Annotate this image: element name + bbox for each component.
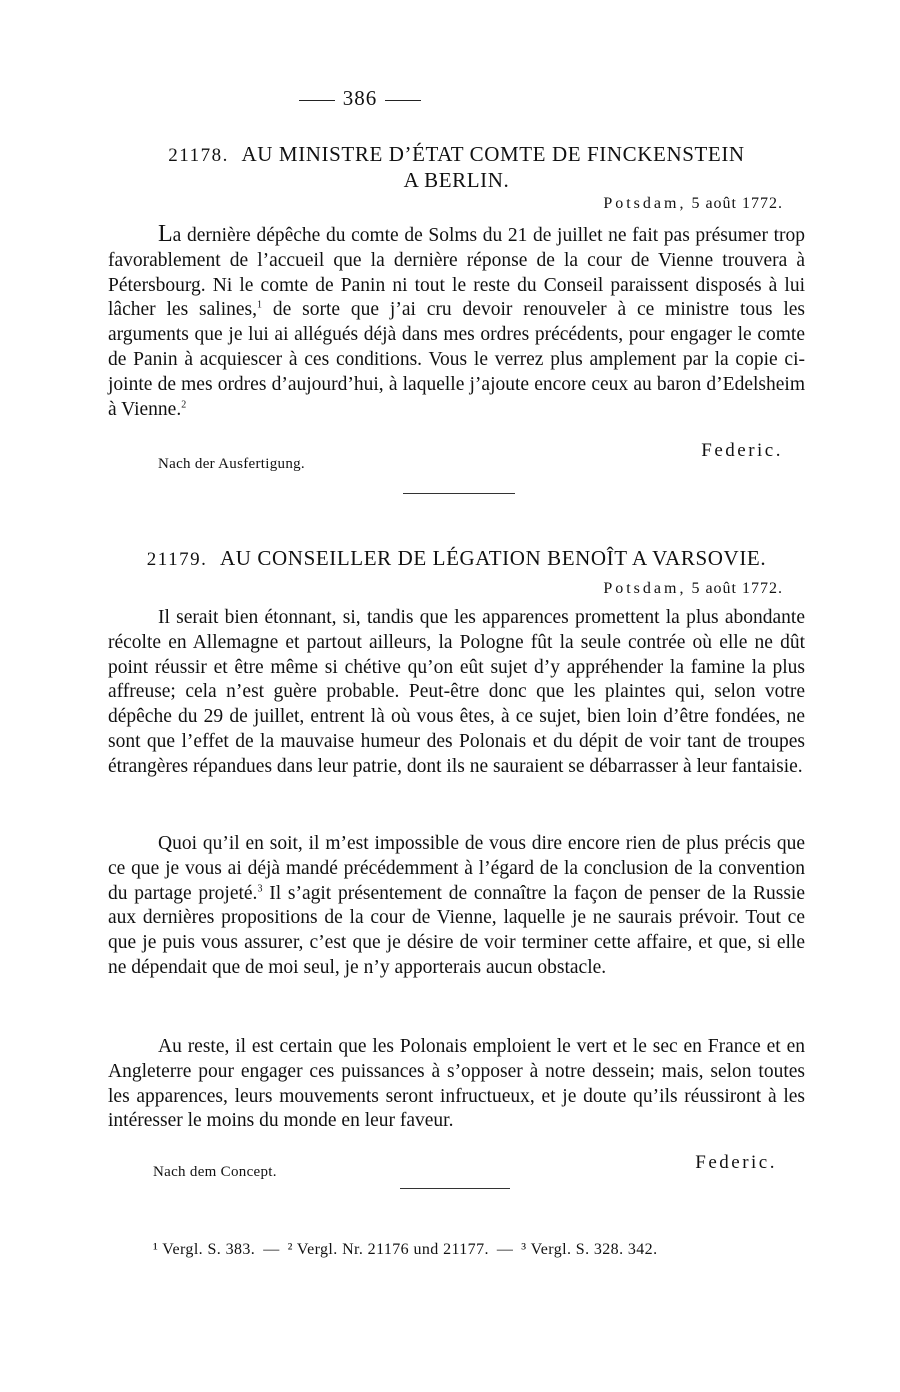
page-number-dash-right [385, 100, 421, 101]
footnote-separator-1: — [263, 1241, 280, 1258]
letter2-paragraph-2 [108, 832, 805, 981]
letter2-date: 5 août 1772. [691, 580, 783, 597]
letter1-source: Nach der Ausfertigung. [158, 456, 305, 472]
letter2-paragraph-1: Il serait bien étonnant, si, tandis que les apparences promettent la plus abondante récolte en Allemagne et partout ailleurs, la Pologne fût la seule contrée où elle ne dût point réussir et être même si chétive qu’on eût sujet d’y appréhender la famine la plus affreuse; cela n’est guère probable. Peut-être donc que les plaintes qui, selon votre dépêche du 29 de juillet, entrent là où vous êtes, à ce sujet, bien loin d’être fondées, ne sont que l’effet de la mauvaise humeur des Polonais et du dépit de voir tant de troupes étrangères répandues dans leur patrie, dont ils ne sauraient se débarrasser à leur fantaisie. [108, 607, 805, 777]
footnote-divider [400, 1188, 510, 1189]
footnote-ref-3: 3 [257, 883, 263, 895]
footnote-2: ² Vergl. Nr. 21176 und 21177. [287, 1241, 489, 1258]
letter2-paragraph-3: Au reste, il est certain que les Polonais emploient le vert et le sec en France et en Angleterre pour engager ces puissances à s’opposer à notre dessein; mais, selon toutes les apparences, leurs mouvements seront infructueux, et je doute qu’ils réussiront à les intéresser le moins du monde en leur faveur. [108, 1036, 805, 1132]
page-number-dash-left [299, 100, 335, 101]
letter1-paragraph [108, 222, 805, 422]
footnotes [153, 1241, 657, 1259]
letter1-heading-line1: AU MINISTRE D’ÉTAT COMTE DE FINCKENSTEIN [241, 142, 745, 166]
letter1-number: 21178. [168, 145, 229, 166]
letter2-dateline [603, 580, 783, 598]
letter2-signature: Federic. [695, 1152, 777, 1173]
letter2-number: 21179. [146, 549, 208, 570]
letter1-heading [108, 141, 805, 169]
letter1-heading-line2: A BERLIN. [403, 168, 510, 192]
page-number [280, 86, 440, 111]
letter1-heading-second [108, 167, 805, 193]
letter1-date: 5 août 1772. [691, 195, 783, 212]
footnote-3: ³ Vergl. S. 328. 342. [521, 1241, 658, 1258]
letter2-source: Nach dem Concept. [153, 1164, 277, 1180]
letter1-date-place: Potsdam, [603, 195, 687, 212]
footnote-ref-2: 2 [181, 399, 187, 411]
letter1-paragraph-part-a: a dernière dépêche du comte de Solms du 21 de juillet ne fait pas présumer trop favorablement de l’accueil que la dernière réponse de la cour de Vienne trouvera à Pétersbourg. Ni le comte de Panin ni tout le reste du Conseil paraissent disposés à lui lâcher les salines, [108, 225, 805, 321]
letter1-dateline [603, 195, 783, 213]
letter1-signature: Federic. [701, 440, 783, 461]
section-divider [403, 493, 515, 494]
letter2-date-place: Potsdam, [603, 580, 687, 597]
letter2-paragraph-2-part-a: Quoi qu’il en soit, il m’est impossible de vous dire encore rien de plus précis que ce que je vous ai déjà mandé précédemment à l’égard de la conclusion de la convention du partage projeté. [108, 833, 805, 904]
letter2-heading-text: AU CONSEILLER DE LÉGATION BENOÎT A VARSOVIE. [220, 546, 767, 570]
footnote-ref-1: 1 [256, 299, 262, 311]
letter1-dropcap: L [158, 221, 173, 247]
letter1-paragraph-part-b: de sorte que j’ai cru devoir renouveler à ce ministre tous les arguments que je lui ai allégués déjà dans mes ordres précédents, pour engager le comte de Panin à acquiescer à ces conditions. Vous le verrez plus amplement par la copie ci-jointe de mes ordres d’aujourd’hui, à laquelle j’ajoute encore ceux au baron d’Edelsheim à Vienne. [108, 299, 805, 420]
page-number-text: 386 [342, 86, 378, 110]
footnote-separator-2: — [496, 1241, 514, 1258]
footnote-1: ¹ Vergl. S. 383. [153, 1241, 256, 1258]
letter2-heading [108, 545, 805, 573]
letter2-paragraph-2-part-b: Il s’agit présentement de connaître la façon de penser de la Russie aux dernières propositions de la cour de Vienne, laquelle je ne saurais prévoir. Tout ce que je puis vous assurer, c’est que je désire de voir terminer cette affaire, et que, si elle ne dépendait que de moi seul, je n’y apporterais aucun obstacle. [108, 882, 806, 978]
